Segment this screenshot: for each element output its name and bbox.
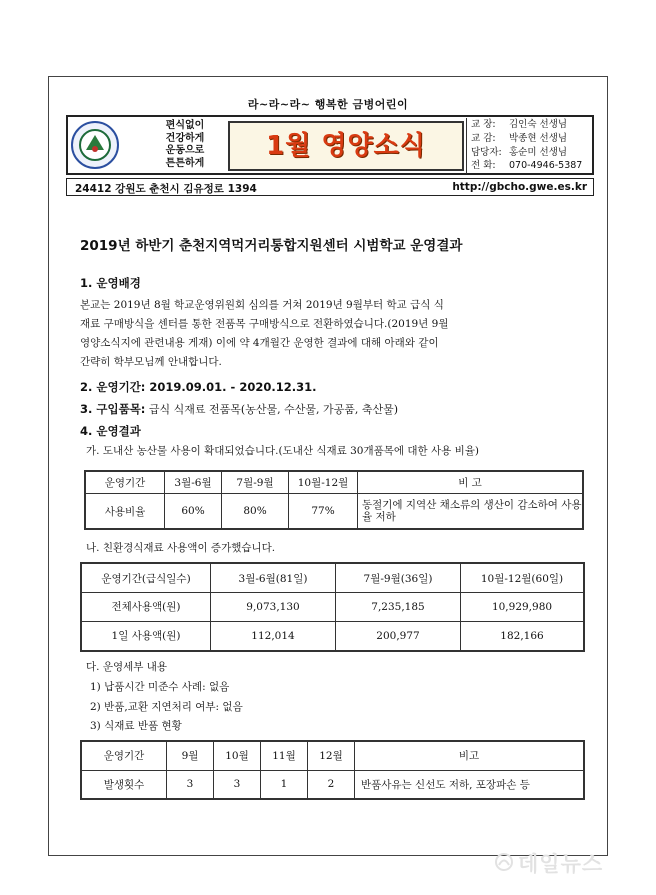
row-label: 사용비율 [85, 494, 165, 529]
table-header-cell: 운영기간 [81, 741, 167, 770]
table-header-cell: 10월 [214, 741, 261, 770]
school-address: 24412 강원도 춘천시 김유정로 1394 [75, 183, 257, 195]
document-title: 2019년 하반기 춘천지역먹거리통합지원센터 시범학교 운영결과 [80, 238, 463, 254]
body-line: 본교는 2019년 8월 학교운영위원회 심의를 거쳐 2019년 9월부터 학교 급식 식 [80, 299, 444, 311]
table-cell: 60% [165, 494, 222, 529]
table-cell: 2 [308, 770, 355, 799]
staff-role: 교 감: [471, 132, 496, 144]
eco-food-spending-table [80, 562, 585, 652]
table-header-cell: 운영기간 [85, 471, 165, 494]
staff-phone: 070-4946-5387 [509, 160, 583, 172]
staff-role: 교 장: [471, 119, 496, 130]
table-note: 반품사유는 신선도 저하, 포장파손 등 [355, 770, 585, 799]
watermark: 데일뉴스 [518, 852, 604, 876]
table-header-row [81, 741, 584, 770]
table-header-cell: 9월 [167, 741, 214, 770]
detail-item: 2) 반품,교환 지연처리 여부: 없음 [90, 701, 243, 713]
slogan-line: 편식없이 [165, 120, 205, 131]
staff-list [466, 118, 594, 174]
section-2-value: 2019.09.01. - 2020.12.31. [145, 380, 317, 394]
table-cell: 182,166 [461, 621, 585, 651]
staff-row [471, 159, 594, 173]
slogan-line: 건강하게 [165, 132, 205, 144]
table-cell: 200,977 [336, 621, 461, 651]
table-header-cell: 3월-6월(81일) [211, 563, 336, 593]
row-label: 1일 사용액(원) [81, 621, 211, 651]
staff-name: 김인숙 선생님 [509, 119, 568, 130]
slogan-line: 튼튼하게 [165, 157, 205, 169]
school-url[interactable]: http://gbcho.gwe.es.kr [452, 181, 587, 193]
detail-item: 1) 납품시간 미준수 사례: 없음 [90, 681, 230, 693]
row-label: 발생횟수 [81, 770, 167, 799]
table-cell: 3 [214, 770, 261, 799]
table-header-cell: 10월-12월(60일) [461, 563, 585, 593]
subsection-c: 다. 운영세부 내용 [86, 661, 168, 673]
body-line: 간략히 학부모님께 안내합니다. [80, 356, 222, 368]
table-header-cell: 7월-9월 [222, 471, 289, 494]
table-header-cell: 운영기간(급식일수) [81, 563, 211, 593]
staff-name: 홍순미 선생님 [509, 146, 568, 158]
section-3 [80, 401, 398, 417]
table-cell: 80% [222, 494, 289, 529]
table-cell: 10,929,980 [461, 593, 585, 622]
table-row [81, 621, 584, 651]
subsection-b: 나. 친환경식재료 사용액이 증가했습니다. [86, 542, 276, 554]
banner-title: 1월 영양소식 [266, 131, 426, 161]
staff-name: 박종현 선생님 [509, 132, 568, 144]
detail-item: 3) 식재료 반품 현황 [90, 720, 182, 732]
table-header-cell: 비 고 [358, 471, 584, 494]
table-header-row [85, 471, 583, 494]
body-line: 재료 구매방식을 센터를 통한 전품목 구매방식으로 전환하였습니다.(2019년 9월 [80, 318, 449, 330]
table-cell: 1 [261, 770, 308, 799]
table-header-row [81, 563, 584, 593]
watermark-icon [494, 852, 514, 872]
body-line: 영양소식지에 관련내용 게재) 이에 약 4개월간 운영한 결과에 대해 아래와 같이 [80, 337, 439, 349]
address-bar [66, 178, 594, 196]
staff-row [471, 146, 594, 160]
row-label: 전체사용액(원) [81, 593, 211, 622]
table-row [85, 494, 583, 529]
newsletter-header [66, 115, 594, 175]
section-3-label: 3. 구입품목: [80, 402, 146, 416]
local-produce-ratio-table [84, 470, 584, 530]
table-header-cell: 11월 [261, 741, 308, 770]
returns-table [80, 740, 585, 800]
table-cell: 112,014 [211, 621, 336, 651]
staff-role: 담당자: [471, 146, 502, 158]
subsection-a: 가. 도내산 농산물 사용이 확대되었습니다.(도내산 식재료 30개품목에 대한 사용 비율) [86, 445, 479, 457]
table-header-cell: 3월-6월 [165, 471, 222, 494]
slogan [142, 120, 228, 172]
table-header-cell: 7월-9월(36일) [336, 563, 461, 593]
table-note: 동절기에 지역산 채소류의 생산이 감소하여 사용율 저하 [358, 494, 584, 529]
staff-role: 전 화: [471, 160, 496, 172]
table-cell: 3 [167, 770, 214, 799]
table-row [81, 593, 584, 622]
section-1-heading: 1. 운영배경 [80, 276, 141, 290]
table-cell: 7,235,185 [336, 593, 461, 622]
section-1-body [80, 296, 585, 372]
table-header-cell: 비고 [355, 741, 585, 770]
section-2 [80, 379, 316, 395]
section-4-heading: 4. 운영결과 [80, 424, 141, 438]
newsletter-banner [228, 121, 464, 171]
staff-row [471, 132, 594, 146]
table-cell: 9,073,130 [211, 593, 336, 622]
motto: 라~라~라~ 행복한 금병어린이 [247, 98, 409, 111]
slogan-line: 운동으로 [165, 145, 205, 157]
school-logo-icon [71, 121, 119, 169]
table-header-cell: 10월-12월 [289, 471, 358, 494]
table-cell: 77% [289, 494, 358, 529]
table-row [81, 770, 584, 799]
section-3-value: 급식 식재료 전품목(농산물, 수산물, 가공품, 축산물) [145, 403, 398, 416]
staff-row [471, 118, 594, 132]
table-header-cell: 12월 [308, 741, 355, 770]
section-2-label: 2. 운영기간: [80, 380, 146, 394]
